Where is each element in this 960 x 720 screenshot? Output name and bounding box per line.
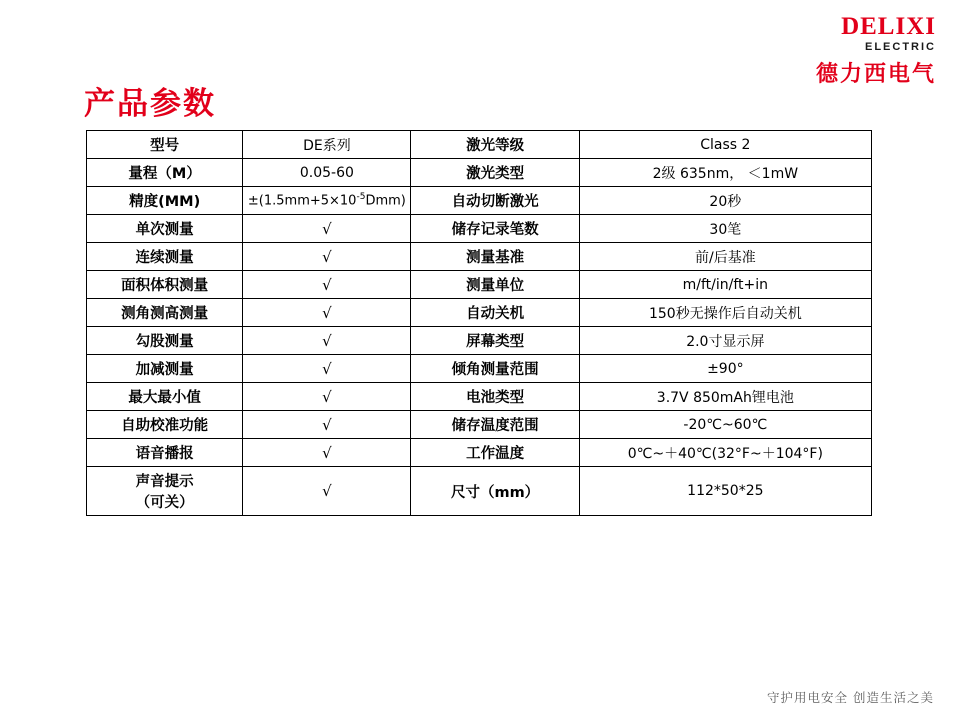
spec-value: -20℃~60℃ — [579, 411, 871, 439]
spec-label: 自助校准功能 — [87, 411, 243, 439]
spec-value: 0.05-60 — [243, 159, 411, 187]
spec-value: √ — [243, 271, 411, 299]
table-row — [87, 327, 872, 355]
spec-label: 测量单位 — [411, 271, 579, 299]
spec-table — [86, 130, 872, 516]
brand-name-en: DELIXI — [841, 13, 936, 40]
spec-label: 量程（M） — [87, 159, 243, 187]
table-row — [87, 355, 872, 383]
spec-label: 自动切断激光 — [411, 187, 579, 215]
spec-label: 声音提示 （可关） — [87, 467, 243, 516]
table-row — [87, 299, 872, 327]
spec-value: √ — [243, 411, 411, 439]
spec-label: 连续测量 — [87, 243, 243, 271]
spec-value: ±90° — [579, 355, 871, 383]
spec-value: √ — [243, 467, 411, 516]
spec-label: 加减测量 — [87, 355, 243, 383]
table-row — [87, 271, 872, 299]
spec-value: √ — [243, 243, 411, 271]
spec-value: 前/后基准 — [579, 243, 871, 271]
spec-label: 测角测高测量 — [87, 299, 243, 327]
spec-value: √ — [243, 355, 411, 383]
spec-value: 2级 635nm， ＜1mW — [579, 159, 871, 187]
spec-label: 最大最小值 — [87, 383, 243, 411]
spec-label: 尺寸（mm） — [411, 467, 579, 516]
spec-value: √ — [243, 299, 411, 327]
spec-value: m/ft/in/ft+in — [579, 271, 871, 299]
spec-label: 测量基准 — [411, 243, 579, 271]
spec-label: 自动关机 — [411, 299, 579, 327]
spec-value: 150秒无操作后自动关机 — [579, 299, 871, 327]
spec-value: 0℃~＋40℃(32°F~＋104°F) — [579, 439, 871, 467]
table-row — [87, 159, 872, 187]
table-row — [87, 215, 872, 243]
table-row — [87, 411, 872, 439]
brand-sub-en: ELECTRIC — [865, 41, 936, 54]
spec-value: 20秒 — [579, 187, 871, 215]
table-row — [87, 187, 872, 215]
spec-value: $\pm(1.5mm+5\times 10^{-5}Dmm)$ — [243, 187, 411, 215]
table-row — [87, 467, 872, 516]
spec-label: 激光类型 — [411, 159, 579, 187]
table-row — [87, 383, 872, 411]
spec-label: 语音播报 — [87, 439, 243, 467]
spec-label: 倾角测量范围 — [411, 355, 579, 383]
spec-value: √ — [243, 439, 411, 467]
spec-label: 储存记录笔数 — [411, 215, 579, 243]
spec-label: 储存温度范围 — [411, 411, 579, 439]
spec-value: DE系列 — [243, 131, 411, 159]
spec-label: 单次测量 — [87, 215, 243, 243]
spec-label: 激光等级 — [411, 131, 579, 159]
spec-label: 工作温度 — [411, 439, 579, 467]
spec-label: 面积体积测量 — [87, 271, 243, 299]
spec-value: √ — [243, 327, 411, 355]
spec-label: 电池类型 — [411, 383, 579, 411]
spec-value: 30笔 — [579, 215, 871, 243]
spec-value: 2.0寸显示屏 — [579, 327, 871, 355]
spec-label: 屏幕类型 — [411, 327, 579, 355]
spec-value: 112*50*25 — [579, 467, 871, 516]
footer-slogan: 守护用电安全 创造生活之美 — [767, 690, 934, 705]
spec-value: Class 2 — [579, 131, 871, 159]
brand-name-cn: 德力西电气 — [815, 62, 936, 88]
spec-label: 型号 — [87, 131, 243, 159]
spec-label: 精度(MM) — [87, 187, 243, 215]
spec-value: 3.7V 850mAh锂电池 — [579, 383, 871, 411]
spec-value: √ — [243, 383, 411, 411]
table-row — [87, 243, 872, 271]
brand-logo — [756, 14, 936, 88]
spec-value: √ — [243, 215, 411, 243]
page-title: 产品参数 — [84, 86, 216, 122]
table-row — [87, 131, 872, 159]
table-row — [87, 439, 872, 467]
spec-label: 勾股测量 — [87, 327, 243, 355]
